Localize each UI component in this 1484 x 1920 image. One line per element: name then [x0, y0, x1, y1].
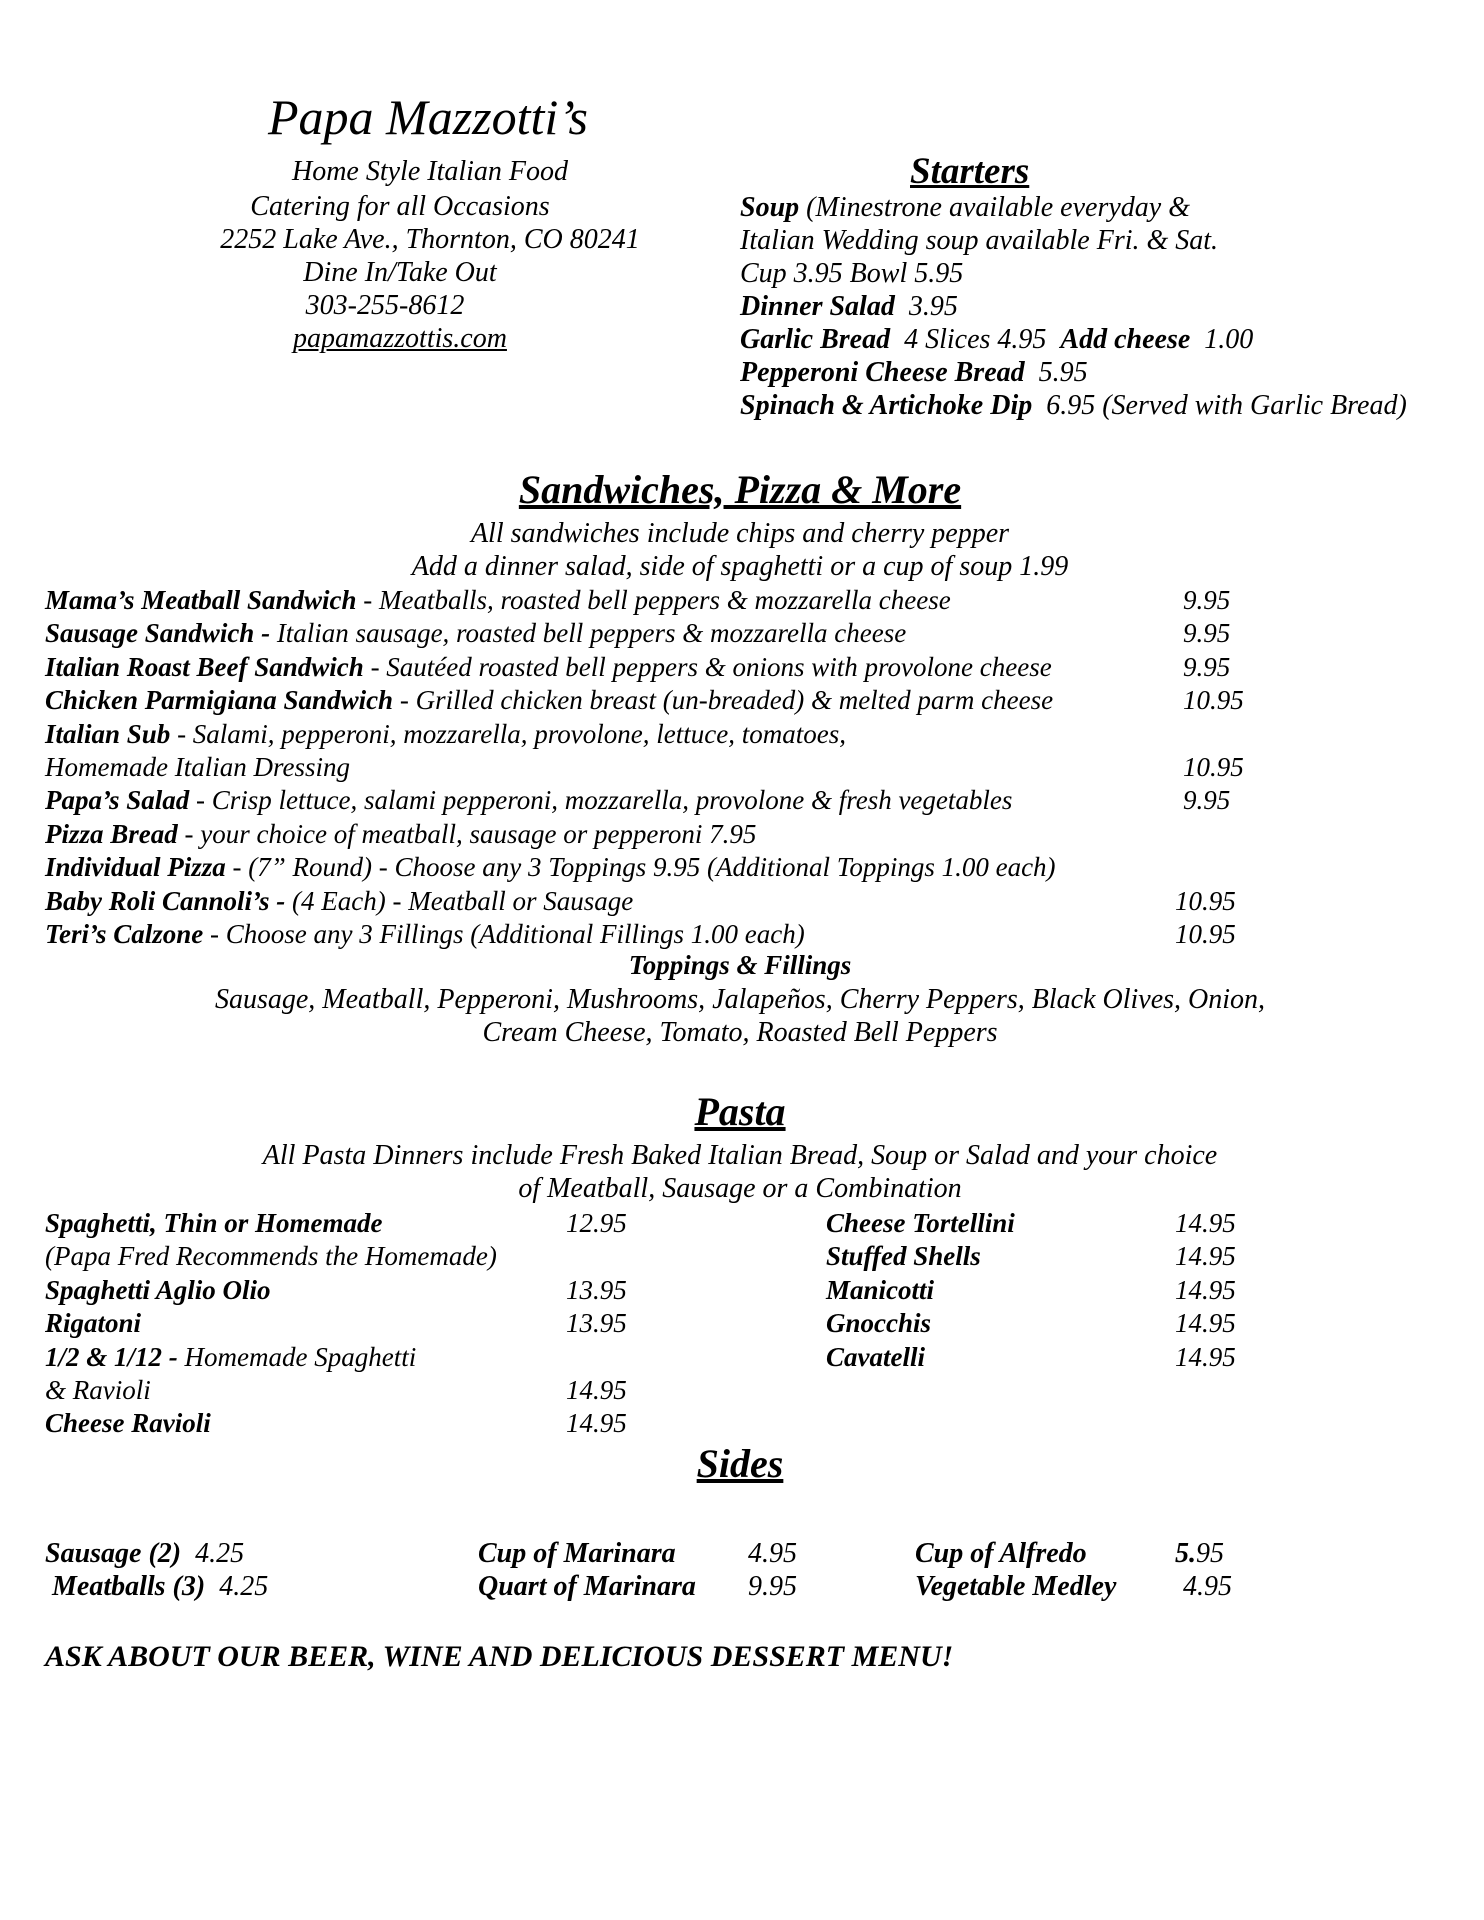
pasta-item — [45, 1208, 383, 1239]
pasta-item-price: 14.95 — [566, 1375, 627, 1405]
side-cup-marinara-name: Cup of Marinara — [478, 1538, 676, 1569]
side-cup-marinara-price: 4.95 — [748, 1538, 797, 1569]
starter-garlic-bread — [740, 324, 1253, 356]
pasta-item-price: 14.95 — [1175, 1308, 1236, 1339]
sandwiches-note-1: All sandwiches include chips and cherry pepper — [470, 518, 1010, 549]
sandwich-item-name: Italian Sub — [45, 718, 171, 749]
sandwich-item-desc: - your choice of meatball, sausage or pepperoni 7.95 — [177, 818, 757, 849]
pasta-item-name: Stuffed Shells — [826, 1241, 981, 1272]
starter-pepperoni-bread — [740, 357, 1088, 389]
alfredo-price-rest: 95 — [1196, 1538, 1224, 1569]
side-meatballs — [52, 1571, 268, 1603]
sandwich-item-desc: - (7” Round) - Choose any 3 Toppings 9.95 (Additional Toppings 1.00 each) — [225, 852, 1056, 883]
sandwiches-note-2: Add a dinner salad, side of spaghetti or a cup of soup 1.99 — [411, 551, 1069, 582]
dinner-salad-price: 3.95 — [908, 291, 958, 322]
side-cup-alfredo — [915, 1538, 1087, 1570]
sandwich-item-desc: - Meatballs, roasted bell peppers & mozzarella cheese — [356, 585, 951, 615]
side-cup-alfredo-name: Cup of Alfredo — [915, 1538, 1087, 1569]
sandwich-item — [45, 685, 1053, 716]
pasta-item-price: 14.95 — [1175, 1208, 1236, 1238]
pasta-item-name: Manicotti — [826, 1274, 935, 1305]
sandwich-item-desc: Italian sausage, roasted bell peppers & mozzarella cheese — [270, 618, 907, 649]
pasta-item — [45, 1275, 271, 1306]
toppings-line-1: Sausage, Meatball, Pepperoni, Mushrooms, Jalapeños, Cherry Peppers, Black Olives, Onion, — [214, 984, 1266, 1015]
sandwich-item — [45, 852, 1056, 883]
header-website[interactable]: papamazzottis.com — [293, 323, 507, 354]
header-phone: 303-255-8612 — [305, 290, 465, 321]
sandwich-item — [45, 618, 906, 649]
side-cup-alfredo-price — [1175, 1538, 1224, 1570]
sandwich-item-name: Teri’s Calzone — [45, 919, 204, 949]
sandwich-item-price: 10.95 — [1183, 752, 1244, 782]
sandwich-item-name: Baby Roli Cannoli’s - — [45, 885, 286, 916]
sandwich-item-desc: - Salami, pepperoni, mozzarella, provolone, lettuce, tomatoes, — [170, 718, 846, 749]
sandwich-item-price: 9.95 — [1183, 618, 1231, 649]
soup-desc: (Minestrone available everyday & — [806, 192, 1190, 223]
side-cup-marinara — [478, 1538, 676, 1570]
sandwich-item-price: 9.95 — [1183, 651, 1231, 682]
sandwich-item-name: Individual Pizza — [45, 852, 226, 883]
pepperoni-bread-price: 5.95 — [1038, 357, 1088, 388]
side-sausage-name: Sausage (2) — [45, 1538, 182, 1569]
pasta-item-name: Gnocchis — [826, 1308, 932, 1339]
pasta-item-price: 12.95 — [566, 1208, 627, 1238]
pasta-item-desc: Homemade Spaghetti — [177, 1341, 417, 1372]
pasta-item-name: Spaghetti Aglio Olio — [45, 1274, 271, 1305]
pasta-title: Pasta — [694, 1089, 786, 1134]
toppings-line-2: Cream Cheese, Tomato, Roasted Bell Peppers — [482, 1017, 998, 1048]
pasta-item-price: 14.95 — [566, 1408, 627, 1439]
pasta-item-desc: (Papa Fred Recommends the Homemade) — [45, 1241, 497, 1272]
sandwich-item — [45, 719, 846, 750]
alfredo-price-bold: 5. — [1175, 1538, 1196, 1569]
side-vegetable-medley-price: 4.95 — [1183, 1571, 1232, 1602]
sandwich-item-name: Chicken Parmigiana Sandwich — [45, 685, 394, 716]
pasta-item-price: 14.95 — [1175, 1341, 1236, 1372]
footer-note: ASK ABOUT OUR BEER, WINE AND DELICIOUS DESSERT MENU! — [45, 1640, 954, 1673]
starter-soup-line2: Italian Wedding soup available Fri. & Sat. — [740, 225, 1219, 256]
sandwich-item — [45, 819, 756, 850]
sandwich-item-desc: - Crisp lettuce, salami pepperoni, mozzarella, provolone & fresh vegetables — [189, 785, 1013, 816]
sandwiches-title: Sandwiches, Pizza & More — [518, 467, 962, 512]
add-cheese-price: 1.00 — [1204, 324, 1254, 355]
pasta-item-price: 14.95 — [1175, 1274, 1236, 1305]
sandwich-item-desc: - Choose any 3 Fillings (Additional Fillings 1.00 each) — [203, 919, 805, 949]
sandwich-item — [45, 919, 805, 950]
pasta-item-price: 13.95 — [566, 1308, 627, 1339]
sandwich-item-price: 9.95 — [1183, 785, 1231, 816]
side-sausage-price: 4.25 — [195, 1538, 245, 1569]
pasta-item-desc: & Ravioli — [45, 1375, 151, 1405]
sandwich-item-name: Italian Roast Beef Sandwich — [45, 651, 364, 682]
starter-dinner-salad — [740, 291, 958, 323]
sandwich-item-name: Sausage Sandwich - — [45, 618, 271, 649]
toppings-title: Toppings & Fillings — [628, 950, 852, 980]
sandwich-item-price: 10.95 — [1183, 685, 1244, 716]
starters-title: Starters — [910, 151, 1030, 192]
soup-name: Soup — [740, 192, 800, 223]
pasta-item — [45, 1342, 416, 1373]
pasta-item — [45, 1408, 211, 1439]
garlic-bread-detail: 4 Slices 4.95 — [904, 324, 1047, 355]
side-vegetable-medley — [915, 1571, 1116, 1603]
header-catering: Catering for all Occasions — [250, 191, 550, 222]
sandwich-item-desc: Homemade Italian Dressing — [45, 752, 350, 782]
pasta-note-2: of Meatball, Sausage or a Combination — [518, 1173, 962, 1204]
side-meatballs-name: Meatballs (3) — [52, 1571, 206, 1602]
header-dine-in: Dine In/Take Out — [303, 257, 497, 288]
sandwich-item-desc: - Sautéed roasted bell peppers & onions with provolone cheese — [363, 651, 1052, 682]
starter-soup-prices: Cup 3.95 Bowl 5.95 — [740, 258, 964, 289]
pasta-item-name: Cheese Ravioli — [45, 1408, 211, 1439]
starter-spinach-dip — [740, 390, 1407, 422]
sandwich-item-desc: - Grilled chicken breast (un-breaded) & melted parm cheese — [393, 685, 1054, 716]
sandwich-item-price: 9.95 — [1183, 585, 1231, 615]
pasta-item — [45, 1241, 497, 1272]
pasta-note-1: All Pasta Dinners include Fresh Baked Italian Bread, Soup or Salad and your choice — [262, 1140, 1218, 1171]
pasta-item-name: 1/2 & 1/12 - — [45, 1341, 178, 1372]
pasta-item-name: Spaghetti, Thin or Homemade — [45, 1208, 383, 1238]
garlic-bread-name: Garlic Bread — [740, 324, 891, 355]
pasta-item — [45, 1308, 141, 1339]
sandwich-item-price: 10.95 — [1175, 885, 1236, 916]
side-sausage — [45, 1538, 244, 1570]
sandwich-item-desc: (4 Each) - Meatball or Sausage — [285, 885, 634, 916]
pasta-item-name: Rigatoni — [45, 1308, 142, 1339]
sandwich-item-name: Mama’s Meatball Sandwich — [45, 585, 357, 615]
pasta-item — [45, 1375, 151, 1406]
starter-soup — [740, 192, 1190, 224]
sandwich-item — [45, 785, 1012, 816]
pasta-item-price: 13.95 — [566, 1274, 627, 1305]
sandwich-item-price: 10.95 — [1175, 919, 1236, 949]
header-tagline: Home Style Italian Food — [291, 156, 569, 187]
side-quart-marinara — [478, 1571, 696, 1603]
sandwich-item — [45, 652, 1052, 683]
dinner-salad-name: Dinner Salad — [740, 291, 895, 322]
sandwich-item-name: Papa’s Salad — [45, 785, 190, 816]
restaurant-name: Papa Mazzotti’s — [268, 89, 588, 145]
pasta-item-name: Cheese Tortellini — [826, 1208, 1015, 1238]
pasta-item-name: Cavatelli — [826, 1341, 925, 1372]
side-quart-marinara-price: 9.95 — [748, 1571, 797, 1602]
pepperoni-bread-name: Pepperoni Cheese Bread — [740, 357, 1025, 388]
spinach-dip-name: Spinach & Artichoke Dip — [740, 390, 1033, 421]
side-quart-marinara-name: Quart of Marinara — [478, 1571, 696, 1602]
header-address: 2252 Lake Ave., Thornton, CO 80241 — [220, 224, 640, 255]
add-cheese-name: Add cheese — [1060, 324, 1191, 355]
sandwich-item — [45, 886, 633, 917]
pasta-item-price: 14.95 — [1175, 1241, 1236, 1272]
sandwich-item-name: Pizza Bread — [45, 818, 178, 849]
spinach-dip-detail: 6.95 (Served with Garlic Bread) — [1046, 390, 1407, 421]
sandwich-item — [45, 585, 951, 616]
side-vegetable-medley-name: Vegetable Medley — [915, 1571, 1117, 1602]
sandwich-item — [45, 752, 350, 783]
side-meatballs-price: 4.25 — [219, 1571, 269, 1602]
sides-title: Sides — [696, 1441, 784, 1486]
